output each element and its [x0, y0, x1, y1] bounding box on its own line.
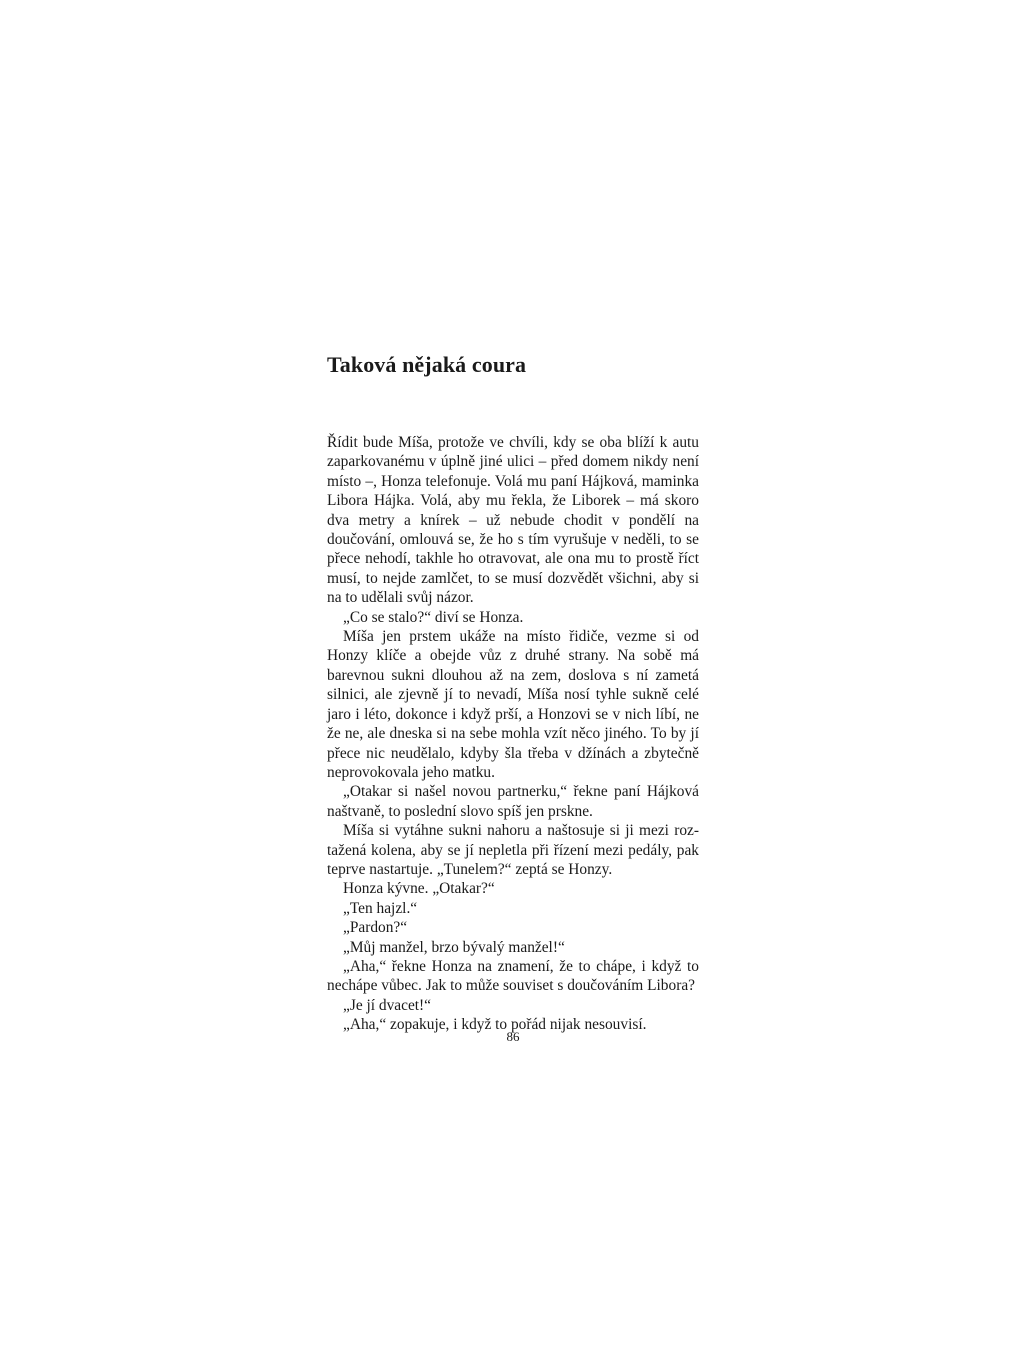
paragraph: „Ten hajzl.“	[343, 899, 418, 917]
paragraph: Řídit bude Míša, protože ve chvíli, kdy se oba blíží k autu zaparkovanému v úplně jiné ulici – před domem nikdy není místo –, Honza telefonuje. Volá mu paní Hájková, maminka Libora Hájka. Volá, aby mu řekla, že Liborek – má skoro dva metry a knírek – už nebude chodit v pondělí na doučování, omlouvá se, že ho s tím vyrušuje v neděli, to se přece nehodí, takhle ho otravovat, ale ona mu to prostě říct musí, to nejde zamlčet, to se musí dozvědět všichni, aby si na to udělali svůj názor.	[327, 434, 699, 607]
paragraph: „Aha,“ řekne Honza na znamení, že to chápe, i když to nechápe vůbec. Jak to může souviset s doučováním Libora?	[327, 957, 699, 995]
body-text	[327, 433, 699, 1035]
chapter-title: Taková nějaká coura	[327, 352, 527, 377]
paragraph: „Aha,“ zopakuje, i když to pořád nijak nesouvisí.	[343, 1016, 647, 1034]
paragraph: „Co se stalo?“ diví se Honza.	[343, 608, 524, 626]
paragraph: „Můj manžel, brzo bývalý manžel!“	[343, 938, 565, 956]
paragraph: Míša jen prstem ukáže na místo řidiče, vezme si od Honzy klíče a obejde vůz z druhé strany. Na sobě má barevnou sukni dlouhou až na zem, doslova s ní zametá silnici, ale zjevně jí to nevadí, Míša nosí tyhle sukně celé jaro i léto, dokonce i když prší, a Honzovi se v nich líbí, ne že ne, ale dneska si na sebe mohla vzít něco jiného. To by jí přece nic neudělalo, kdyby šla třeba v džínách a zbytečně neprovokovala jeho matku.	[327, 628, 699, 781]
paragraph: „Je jí dvacet!“	[343, 996, 432, 1014]
paragraph: Honza kývne. „Otakar?“	[343, 880, 495, 898]
paragraph: „Otakar si našel novou partnerku,“ řekne paní Hájková naštvaně, to poslední slovo spíš jen prskne.	[327, 783, 699, 820]
paragraph: Míša si vytáhne sukni nahoru a naštosuje si ji mezi roztažená kolena, aby se jí nepletla při řízení mezi pedály, pak teprve nastartuje. „Tunelem?“ zeptá se Honzy.	[327, 822, 699, 878]
page-number: 86	[506, 1029, 520, 1044]
paragraph: „Pardon?“	[343, 919, 408, 937]
